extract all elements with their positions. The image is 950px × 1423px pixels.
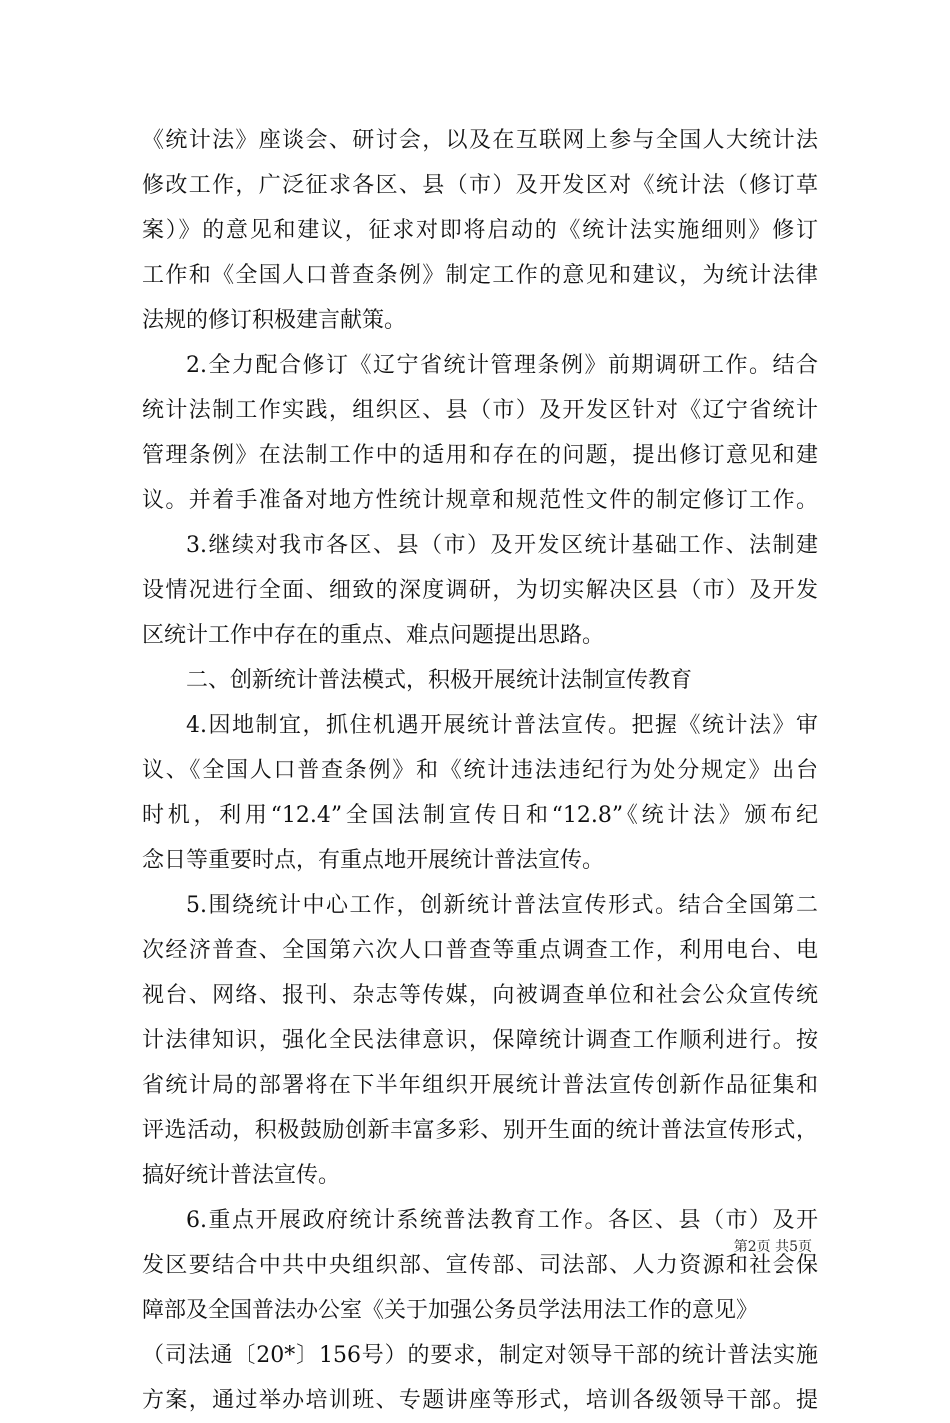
text-line: 案）》的意见和建议，征求对即将启动的《统计法实施细则》修订 bbox=[142, 218, 818, 243]
page-number: 第2页 共5页 bbox=[733, 1239, 812, 1255]
text-line: 议。并着手准备对地方性统计规章和规范性文件的制定修订工作。 bbox=[142, 488, 818, 513]
text-line: 议、《全国人口普查条例》和《统计违法违纪行为处分规定》出台 bbox=[142, 758, 818, 783]
text-line: 法规的修订积极建言献策。 bbox=[142, 308, 407, 333]
text-line: 障部及全国普法办公室《关于加强公务员学法用法工作的意见》 bbox=[142, 1298, 759, 1323]
text-line: 设情况进行全面、细致的深度调研，为切实解决区县（市）及开发 bbox=[142, 578, 818, 603]
text-line: 区统计工作中存在的重点、难点问题提出思路。 bbox=[142, 623, 605, 648]
paragraph-5-start: 5.围绕统计中心工作，创新统计普法宣传形式。结合全国第二 bbox=[186, 893, 818, 918]
text-line: 工作和《全国人口普查条例》制定工作的意见和建议，为统计法律 bbox=[142, 263, 818, 288]
text-line: （司法通〔20*〕156号）的要求，制定对领导干部的统计普法实施 bbox=[142, 1343, 818, 1368]
text-line: 视台、网络、报刊、杂志等传媒，向被调查单位和社会公众宣传统 bbox=[142, 983, 818, 1008]
text-line: 次经济普查、全国第六次人口普查等重点调查工作，利用电台、电 bbox=[142, 938, 818, 963]
paragraph-2-start: 2.全力配合修订《辽宁省统计管理条例》前期调研工作。结合 bbox=[186, 353, 818, 378]
text-line: 省统计局的部署将在下半年组织开展统计普法宣传创新作品征集和 bbox=[142, 1073, 818, 1098]
text-line: 发区要结合中共中央组织部、宣传部、司法部、人力资源和社会保 bbox=[142, 1253, 818, 1278]
text-line: 搞好统计普法宣传。 bbox=[142, 1163, 341, 1188]
text-line: 《统计法》座谈会、研讨会，以及在互联网上参与全国人大统计法 bbox=[142, 128, 818, 153]
text-line: 统计法制工作实践，组织区、县（市）及开发区针对《辽宁省统计 bbox=[142, 398, 818, 423]
text-line: 计法律知识，强化全民法律意识，保障统计调查工作顺利进行。按 bbox=[142, 1028, 818, 1053]
section-heading: 二、创新统计普法模式，积极开展统计法制宣传教育 bbox=[186, 668, 693, 693]
text-line: 修改工作，广泛征求各区、县（市）及开发区对《统计法（修订草 bbox=[142, 173, 818, 198]
text-line: 念日等重要时点，有重点地开展统计普法宣传。 bbox=[142, 848, 605, 873]
paragraph-3-start: 3.继续对我市各区、县（市）及开发区统计基础工作、法制建 bbox=[186, 533, 818, 558]
text-line: 管理条例》在法制工作中的适用和存在的问题，提出修订意见和建 bbox=[142, 443, 818, 468]
paragraph-4-start: 4.因地制宜，抓住机遇开展统计普法宣传。把握《统计法》审 bbox=[186, 713, 818, 738]
document-body bbox=[142, 118, 818, 1423]
text-line: 时机，利用“12.4”全国法制宣传日和“12.8”《统计法》颁布纪 bbox=[142, 803, 818, 828]
text-line: 方案，通过举办培训班、专题讲座等形式，培训各级领导干部。提 bbox=[142, 1388, 818, 1413]
paragraph-6-start: 6.重点开展政府统计系统普法教育工作。各区、县（市）及开 bbox=[186, 1208, 818, 1233]
text-line: 评选活动，积极鼓励创新丰富多彩、别开生面的统计普法宣传形式， bbox=[142, 1118, 818, 1143]
